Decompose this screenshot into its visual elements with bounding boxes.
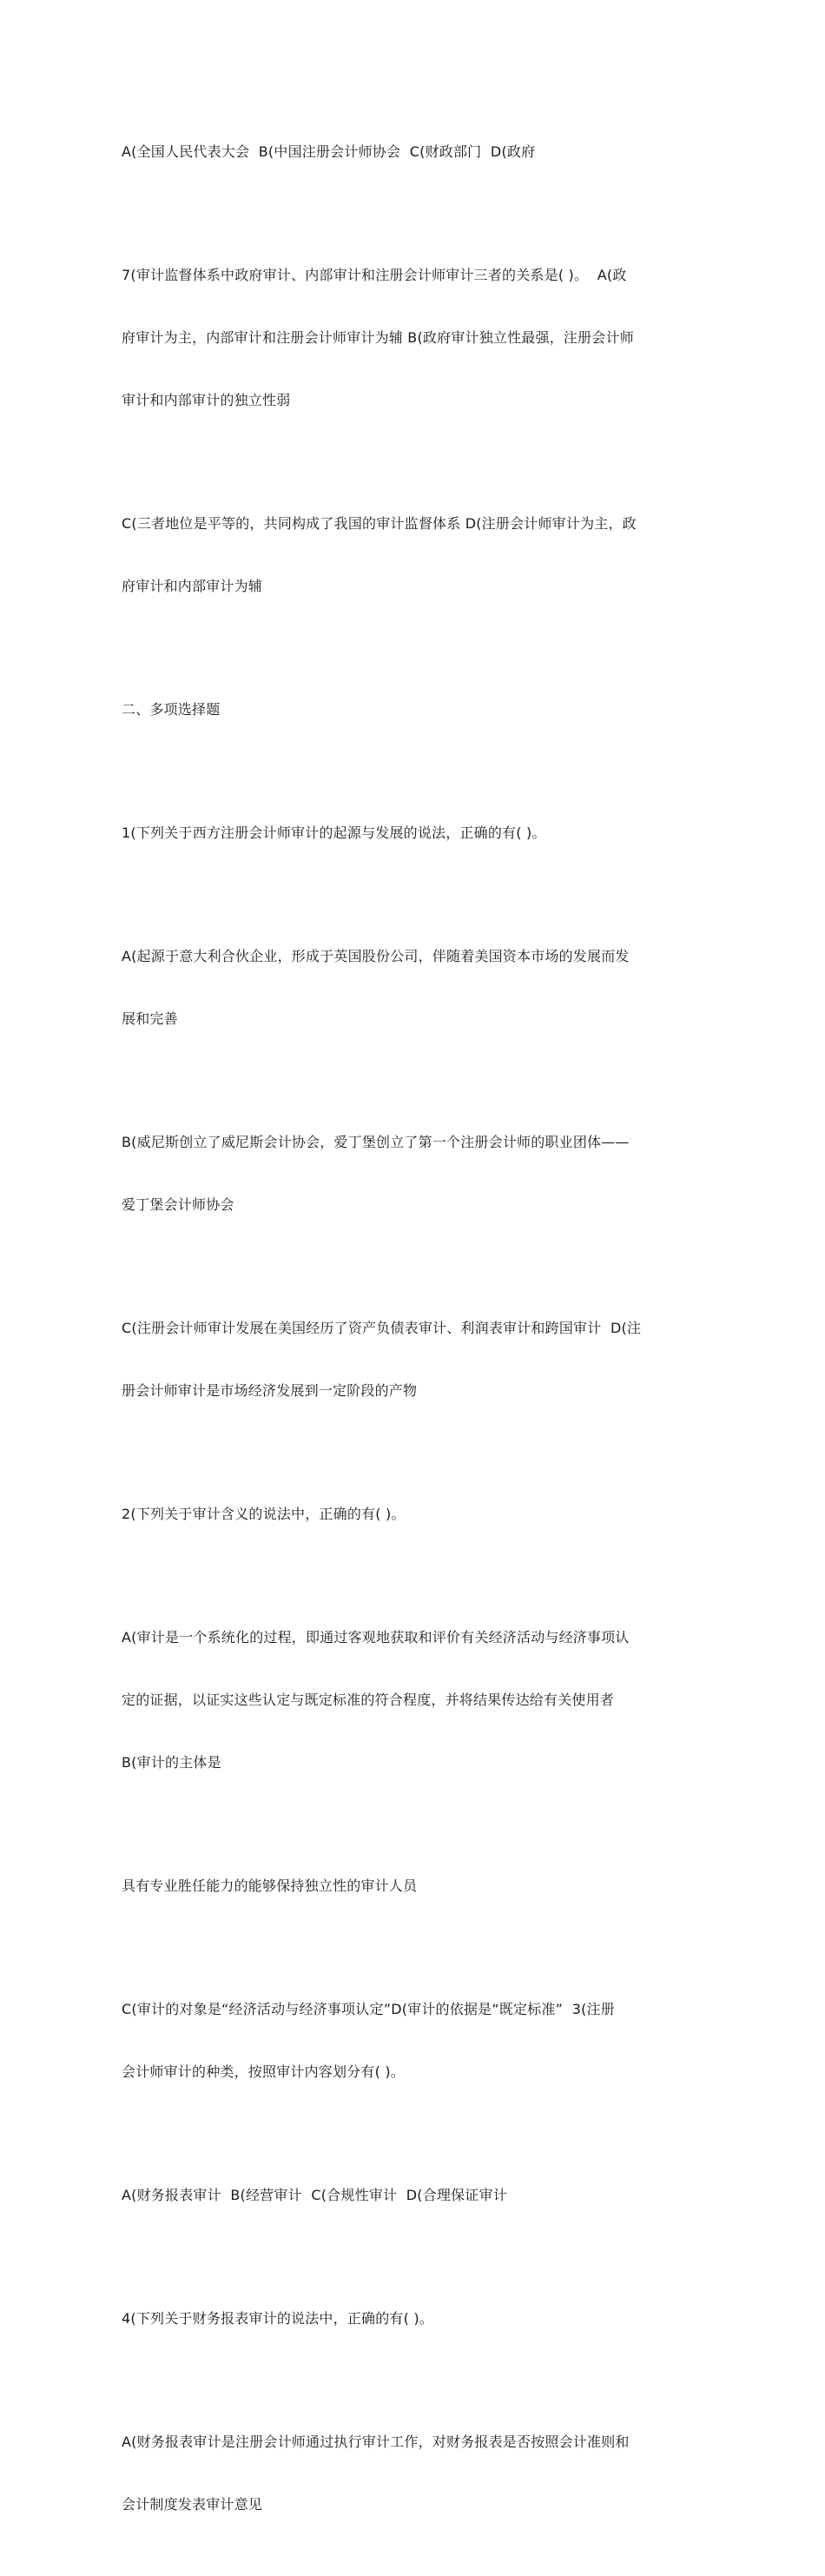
text-line: 7(审计监督体系中政府审计、内部审计和注册会计师审计三者的关系是( )。 A(政: [122, 267, 627, 283]
text-line: 2(下列关于审计含义的说法中，正确的有( )。: [122, 1506, 406, 1522]
document-page: [122, 100, 708, 2576]
text-line: 审计和内部审计的独立性弱: [122, 392, 291, 408]
paragraph-9: [122, 1462, 708, 1566]
paragraph-7: [122, 1090, 708, 1257]
text-line: 府审计和内部审计为辅: [122, 578, 263, 594]
text-line: B(审计的主体是: [122, 1754, 221, 1771]
paragraph-12: [122, 1957, 708, 2124]
text-line: A(审计是一个系统化的过程，即通过客观地获取和评价有关经济活动与经济事项认: [122, 1629, 630, 1646]
text-line: C(注册会计师审计发展在美国经历了资产负债表审计、利润表审计和跨国审计 D(注: [122, 1320, 642, 1336]
text-line: 具有专业胜任能力的能够保持独立性的审计人员: [122, 1877, 418, 1894]
paragraph-15: [122, 2390, 708, 2557]
text-line: 爱丁堡会计师协会: [122, 1196, 234, 1213]
text-line: 会计制度发表审计意见: [122, 2496, 263, 2513]
text-line: 4(下列关于财务报表审计的说法中，正确的有( )。: [122, 2310, 433, 2327]
text-line: 册会计师审计是市场经济发展到一定阶段的产物: [122, 1382, 418, 1399]
text-line: A(起源于意大利合伙企业，形成于英国股份公司，伴随着美国资本市场的发展而发: [122, 948, 630, 964]
text-line: A(全国人民代表大会 B(中国注册会计师协会 C(财政部门 D(政府: [122, 143, 536, 160]
text-line: 展和完善: [122, 1010, 178, 1027]
section-heading: [122, 658, 708, 762]
text-line: 府审计为主，内部审计和注册会计师审计为辅 B(政府审计独立性最强，注册会计师: [122, 329, 634, 346]
paragraph-2: [122, 223, 708, 453]
paragraph-8: [122, 1276, 708, 1443]
text-line: C(审计的对象是“经济活动与经济事项认定”D(审计的依据是“既定标准” 3(注册: [122, 2001, 615, 2017]
paragraph-6: [122, 904, 708, 1071]
text-line: B(威尼斯创立了威尼斯会计协会，爱丁堡创立了第一个注册会计师的职业团体——: [122, 1134, 630, 1150]
paragraph-3: [122, 472, 708, 639]
paragraph-13: [122, 2143, 708, 2248]
paragraph-11: [122, 1834, 708, 1938]
paragraph-14: [122, 2267, 708, 2371]
paragraph-10: [122, 1586, 708, 1815]
heading-text: 二、多项选择题: [122, 701, 221, 718]
text-line: C(三者地位是平等的，共同构成了我国的审计监督体系 D(注册会计师审计为主，政: [122, 515, 637, 532]
text-line: 1(下列关于西方注册会计师审计的起源与发展的说法，正确的有( )。: [122, 824, 546, 841]
text-line: 定的证据，以证实这些认定与既定标准的符合程度，并将结果传达给有关使用者: [122, 1692, 615, 1708]
text-line: A(财务报表审计是注册会计师通过执行审计工作，对财务报表是否按照会计准则和: [122, 2434, 630, 2450]
text-line: A(财务报表审计 B(经营审计 C(合规性审计 D(合理保证审计: [122, 2187, 507, 2203]
text-line: 会计师审计的种类，按照审计内容划分有( )。: [122, 2063, 405, 2080]
paragraph-1: [122, 100, 708, 204]
paragraph-5: [122, 781, 708, 885]
